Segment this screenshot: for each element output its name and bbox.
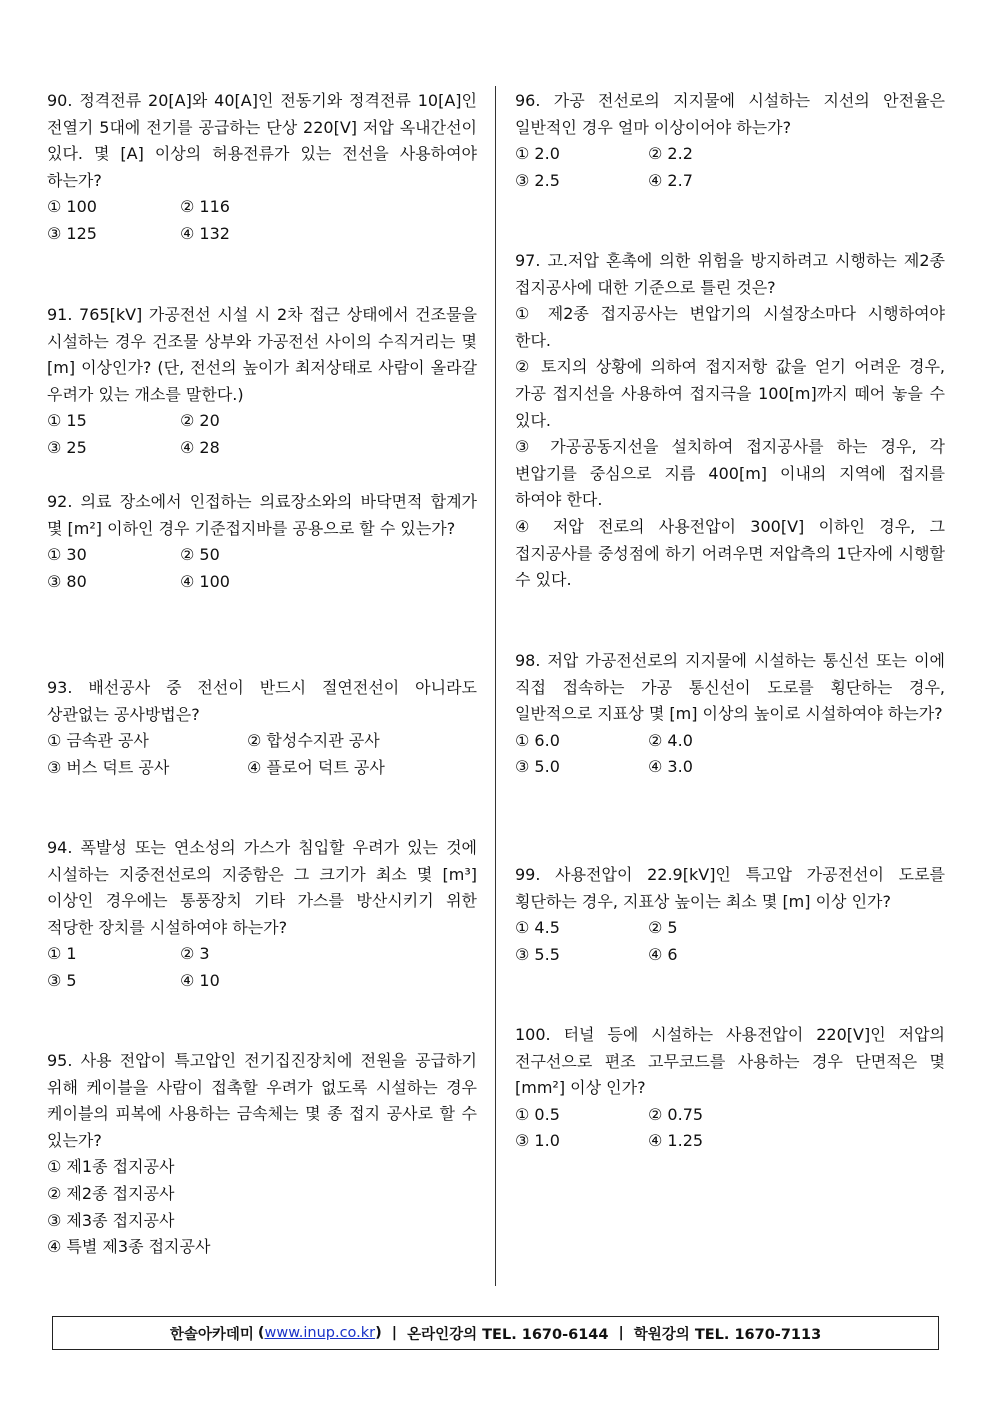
option-3[interactable]: ③ 가공공동지선을 설치하여 접지공사를 하는 경우, 각 변압기를 중심으로 지름 400[m] 이내의 지역에 접지를 하여야 한다. — [515, 437, 945, 510]
question-98 — [515, 648, 945, 781]
option-3[interactable]: ③ 80 — [47, 571, 87, 591]
paren-close: ) — [375, 1325, 382, 1341]
options — [47, 1154, 477, 1260]
option-1[interactable]: ① 6.0 — [515, 730, 560, 750]
option-4[interactable]: ④ 플로어 덕트 공사 — [247, 757, 385, 777]
option-4[interactable]: ④ 3.0 — [648, 757, 693, 777]
paren-open: ( — [257, 1325, 265, 1341]
question-stem: 100. 터널 등에 시설하는 사용전압이 220[V]인 저압의 전구선으로 편조 고무코드를 사용하는 경우 단면적은 몇 [mm²] 이상 인가? — [515, 1025, 945, 1098]
academy-name: 한솔아카데미 — [169, 1326, 254, 1343]
option-2[interactable]: ② 116 — [180, 197, 230, 217]
options — [47, 728, 477, 781]
options — [515, 728, 945, 781]
option-3[interactable]: ③ 1.0 — [515, 1131, 560, 1151]
option-3[interactable]: ③ 5 — [47, 970, 77, 990]
question-stem: 90. 정격전류 20[A]와 40[A]인 전동기와 정격전류 10[A]인 전열기 5대에 전기를 공급하는 단상 220[V] 저압 옥내간선이 있다. 몇 [A] 이상의 허용전류가 있는 전선을 사용하여야 하는가? — [47, 91, 477, 190]
option-4[interactable]: ④ 10 — [180, 970, 220, 990]
question-90 — [47, 88, 477, 248]
online-phone: 온라인강의 TEL. 1670-6144 — [407, 1326, 609, 1343]
option-4[interactable]: ④ 2.7 — [648, 170, 693, 190]
question-stem: 97. 고.저압 혼촉에 의한 위험을 방지하려고 시행하는 제2종 접지공사에 대한 기준으로 틀린 것은? — [515, 251, 945, 297]
question-91 — [47, 302, 477, 462]
question-stem: 96. 가공 전선로의 지지물에 시설하는 지선의 안전율은 일반적인 경우 얼마 이상이어야 하는가? — [515, 91, 945, 137]
option-1[interactable]: ① 100 — [47, 197, 97, 217]
option-1[interactable]: ① 제1종 접지공사 — [47, 1157, 175, 1177]
question-stem: 92. 의료 장소에서 인접하는 의료장소와의 바닥면적 합계가 몇 [m²] 이하인 경우 기준접지바를 공용으로 할 수 있는가? — [47, 492, 477, 538]
option-1[interactable]: ① 1 — [47, 944, 77, 964]
option-2[interactable]: ② 20 — [180, 411, 220, 431]
option-2[interactable]: ② 합성수지관 공사 — [247, 731, 380, 751]
option-2[interactable]: ② 4.0 — [648, 730, 693, 750]
question-stem: 91. 765[kV] 가공전선 시설 시 2차 접근 상태에서 건조물을 시설하는 경우 건조물 상부와 가공전선 사이의 수직거리는 몇 [m] 이상인가? (단, 전선의 높이가 최저상태로 사람이 올라갈 우려가 있는 개소를 말한다.) — [47, 305, 477, 404]
option-2[interactable]: ② 0.75 — [648, 1104, 704, 1124]
options — [47, 408, 477, 461]
option-1[interactable]: ① 0.5 — [515, 1104, 560, 1124]
option-2[interactable]: ② 3 — [180, 944, 210, 964]
question-97 — [515, 248, 945, 594]
option-3[interactable]: ③ 버스 덕트 공사 — [47, 757, 170, 777]
offline-phone: 학원강의 TEL. 1670-7113 — [633, 1326, 822, 1343]
option-2[interactable]: ② 제2종 접지공사 — [47, 1183, 175, 1203]
option-4[interactable]: ④ 저압 전로의 사용전압이 300[V] 이하인 경우, 그 접지공사를 중성점에 하기 어려우면 저압측의 1단자에 시행할 수 있다. — [515, 516, 945, 590]
question-93 — [47, 675, 477, 781]
question-stem: 93. 배선공사 중 전선이 반드시 절연전선이 아니라도 상관없는 공사방법은? — [47, 678, 477, 724]
option-1[interactable]: ① 4.5 — [515, 918, 560, 938]
option-3[interactable]: ③ 125 — [47, 223, 97, 243]
options — [515, 1102, 945, 1155]
options — [47, 941, 477, 994]
option-2[interactable]: ② 50 — [180, 545, 220, 565]
question-stem: 94. 폭발성 또는 연소성의 가스가 침입할 우려가 있는 것에 시설하는 지중전선로의 지중함은 그 크기가 최소 몇 [m³] 이상인 경우에는 통풍장치 기타 가스를 방산시키기 위한 적당한 장치를 시설하여야 하는가? — [47, 838, 477, 937]
option-2[interactable]: ② 토지의 상황에 의하여 접지저항 값을 얻기 어려운 경우, 가공 접지선을 사용하여 접지극을 100[m]까지 떼어 놓을 수 있다. — [515, 357, 945, 430]
options — [47, 542, 477, 595]
question-stem: 95. 사용 전압이 특고압인 전기집진장치에 전원을 공급하기 위해 케이블을 사람이 접촉할 우려가 없도록 시설하는 경우 케이블의 피복에 사용하는 금속체는 몇 종 접지 공사로 할 수 있는가? — [47, 1051, 477, 1150]
option-2[interactable]: ② 5 — [648, 918, 678, 938]
option-4[interactable]: ④ 100 — [180, 571, 230, 591]
option-3[interactable]: ③ 2.5 — [515, 170, 560, 190]
option-4[interactable]: ④ 1.25 — [648, 1131, 704, 1151]
question-100 — [515, 1022, 945, 1155]
option-4[interactable]: ④ 132 — [180, 223, 230, 243]
options — [47, 194, 477, 247]
question-96 — [515, 88, 945, 194]
option-1[interactable]: ① 제2종 접지공사는 변압기의 시설장소마다 시행하여야 한다. — [515, 304, 945, 350]
option-2[interactable]: ② 2.2 — [648, 144, 693, 164]
options — [515, 301, 945, 594]
website-link[interactable]: www.inup.co.kr — [264, 1325, 376, 1341]
option-3[interactable]: ③ 제3종 접지공사 — [47, 1210, 175, 1230]
option-3[interactable]: ③ 5.0 — [515, 757, 560, 777]
question-95 — [47, 1048, 477, 1261]
question-stem: 99. 사용전압이 22.9[kV]인 특고압 가공전선이 도로를 횡단하는 경우, 지표상 높이는 최소 몇 [m] 이상 인가? — [515, 865, 945, 911]
column-divider — [495, 86, 496, 1286]
question-94 — [47, 835, 477, 995]
question-92 — [47, 489, 477, 595]
footer-banner — [52, 1316, 939, 1350]
option-1[interactable]: ① 2.0 — [515, 144, 560, 164]
option-1[interactable]: ① 금속관 공사 — [47, 731, 149, 751]
option-3[interactable]: ③ 25 — [47, 437, 87, 457]
option-1[interactable]: ① 30 — [47, 545, 87, 565]
option-3[interactable]: ③ 5.5 — [515, 944, 560, 964]
question-stem: 98. 저압 가공전선로의 지지물에 시설하는 통신선 또는 이에 직접 접속하는 가공 통신선이 도로를 횡단하는 경우, 일반적으로 지표상 몇 [m] 이상의 높이로 시설하여야 하는가? — [515, 651, 945, 724]
option-4[interactable]: ④ 28 — [180, 437, 220, 457]
option-4[interactable]: ④ 6 — [648, 944, 678, 964]
option-1[interactable]: ① 15 — [47, 411, 87, 431]
footer-divider: | — [618, 1325, 624, 1341]
options — [515, 915, 945, 968]
options — [515, 141, 945, 194]
question-99 — [515, 862, 945, 968]
option-4[interactable]: ④ 특별 제3종 접지공사 — [47, 1237, 211, 1257]
footer-divider: | — [391, 1325, 398, 1341]
